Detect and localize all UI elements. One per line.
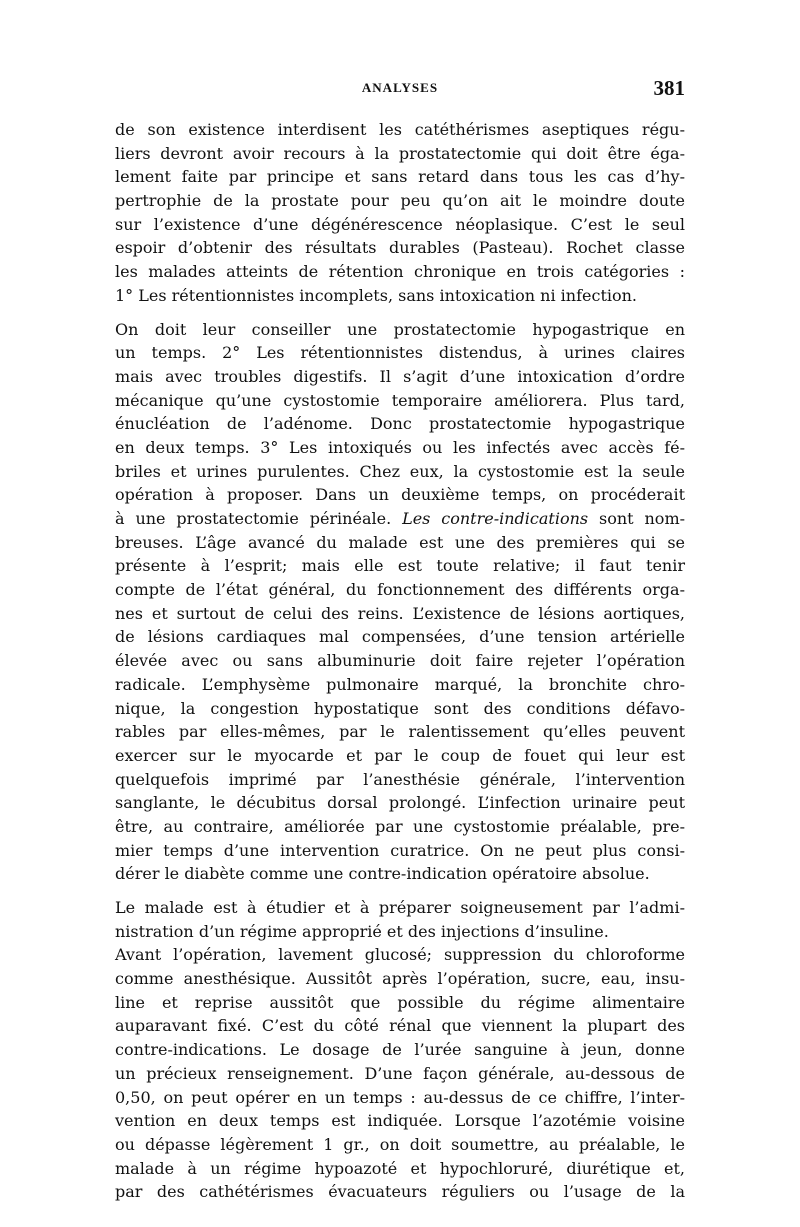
text-line: 0,50, on peut opérer en un temps : au-dessus de ce chiffre, l’inter- [115,1087,685,1107]
body-text [115,118,685,1204]
text-line: sanglante, le décubitus dorsal prolongé. L’infection urinaire peut [115,793,685,813]
text-line: line et reprise aussitôt que possible du régime alimentaire [115,992,685,1012]
text-line: briles et urines purulentes. Chez eux, la cystostomie est la seule [115,461,685,481]
text-line: mier temps d’une intervention curatrice. On ne peut plus consi- [115,840,685,860]
text-line: élevée avec ou sans albuminurie doit faire rejeter l’opération [115,651,685,671]
text-line: pertrophie de la prostate pour peu qu’on ait le moindre doute [115,191,685,211]
italic-phrase: Les contre-indications [402,509,589,528]
text-line: Avant l’opération, lavement glucosé; suppression du chloroforme [115,945,685,965]
text-line: les malades atteints de rétention chronique en trois catégories : [115,262,685,282]
text-line: mais avec troubles digestifs. Il s’agit d’une intoxication d’ordre [115,366,685,386]
paragraph-3 [115,896,685,1204]
text-line: contre-indications. Le dosage de l’urée sanguine à jeun, donne [115,1040,685,1060]
paragraph-2 [115,318,685,887]
text-line: un précieux renseignement. D’une façon générale, au-dessous de [115,1063,685,1083]
text-line: quelquefois imprimé par l’anesthésie générale, l’intervention [115,769,685,789]
text-line: On doit leur conseiller une prostatectomie hypogastrique en [115,319,685,339]
text-line: espoir d’obtenir des résultats durables (Pasteau). Rochet classe [115,238,685,258]
text-line: être, au contraire, améliorée par une cystostomie préalable, pre- [115,816,685,836]
text-line: malade à un régime hypoazoté et hypochloruré, diurétique et, [115,1158,685,1178]
page-number: 381 [653,76,685,100]
text-line: énucléation de l’adénome. Donc prostatectomie hypogastrique [115,414,685,434]
text-line: de son existence interdisent les catéthérismes aseptiques régu- [115,120,685,139]
text-line: nistration d’un régime approprié et des injections d’insuline. [115,921,609,941]
running-title: ANALYSES [361,80,439,95]
text-line: Le malade est à étudier et à préparer soigneusement par l’admi- [115,898,685,917]
text-line: radicale. L’emphysème pulmonaire marqué, la bronchite chro- [115,674,685,694]
text-line: auparavant fixé. C’est du côté rénal que viennent la plupart des [115,1016,685,1036]
text-line: rables par elles-mêmes, par le ralentissement qu’elles peuvent [115,722,685,742]
paragraph-1 [115,118,685,308]
text-line: liers devront avoir recours à la prostatectomie qui doit être éga- [115,143,685,163]
line-prefix: à une prostatectomie périnéale. [115,509,403,528]
text-line: opération à proposer. Dans un deuxième temps, on procéderait [115,485,685,505]
text-line: comme anesthésique. Aussitôt après l’opération, sucre, eau, insu- [115,969,685,989]
text-line: mécanique qu’une cystostomie temporaire améliorera. Plus tard, [115,390,685,410]
text-line: par des cathétérismes évacuateurs réguliers ou l’usage de la [115,1182,685,1202]
text-line: breuses. L’âge avancé du malade est une des premières qui se [115,532,685,552]
text-line: nes et surtout de celui des reins. L’existence de lésions aortiques, [115,603,685,623]
text-line: 1° Les rétentionnistes incomplets, sans intoxication ni infection. [115,285,638,305]
text-line: dérer le diabète comme une contre-indication opératoire absolue. [115,864,650,884]
text-line: ou dépasse légèrement 1 gr., on doit soumettre, au préalable, le [115,1134,685,1154]
text-line: de lésions cardiaques mal compensées, d’une tension artérielle [115,627,685,647]
text-line: vention en deux temps est indiquée. Lorsque l’azotémie voisine [115,1111,685,1131]
text-line: sur l’existence d’une dégénérescence néoplasique. C’est le seul [115,214,685,234]
text-line-with-italic [115,507,685,531]
text-line: en deux temps. 3° Les intoxiqués ou les infectés avec accès fé- [115,437,685,457]
text-line: nique, la congestion hypostatique sont des conditions défavo- [115,698,685,718]
text-line: exercer sur le myocarde et par le coup de fouet qui leur est [115,745,685,765]
text-line: lement faite par principe et sans retard dans tous les cas d’hy- [115,167,685,187]
text-line: compte de l’état général, du fonctionnement des différents orga- [115,580,685,600]
line-suffix: sont nom- [588,509,686,528]
running-head [115,78,685,104]
text-line: présente à l’esprit; mais elle est toute relative; il faut tenir [115,556,685,576]
text-line: un temps. 2° Les rétentionnistes distendus, à urines claires [115,343,685,363]
